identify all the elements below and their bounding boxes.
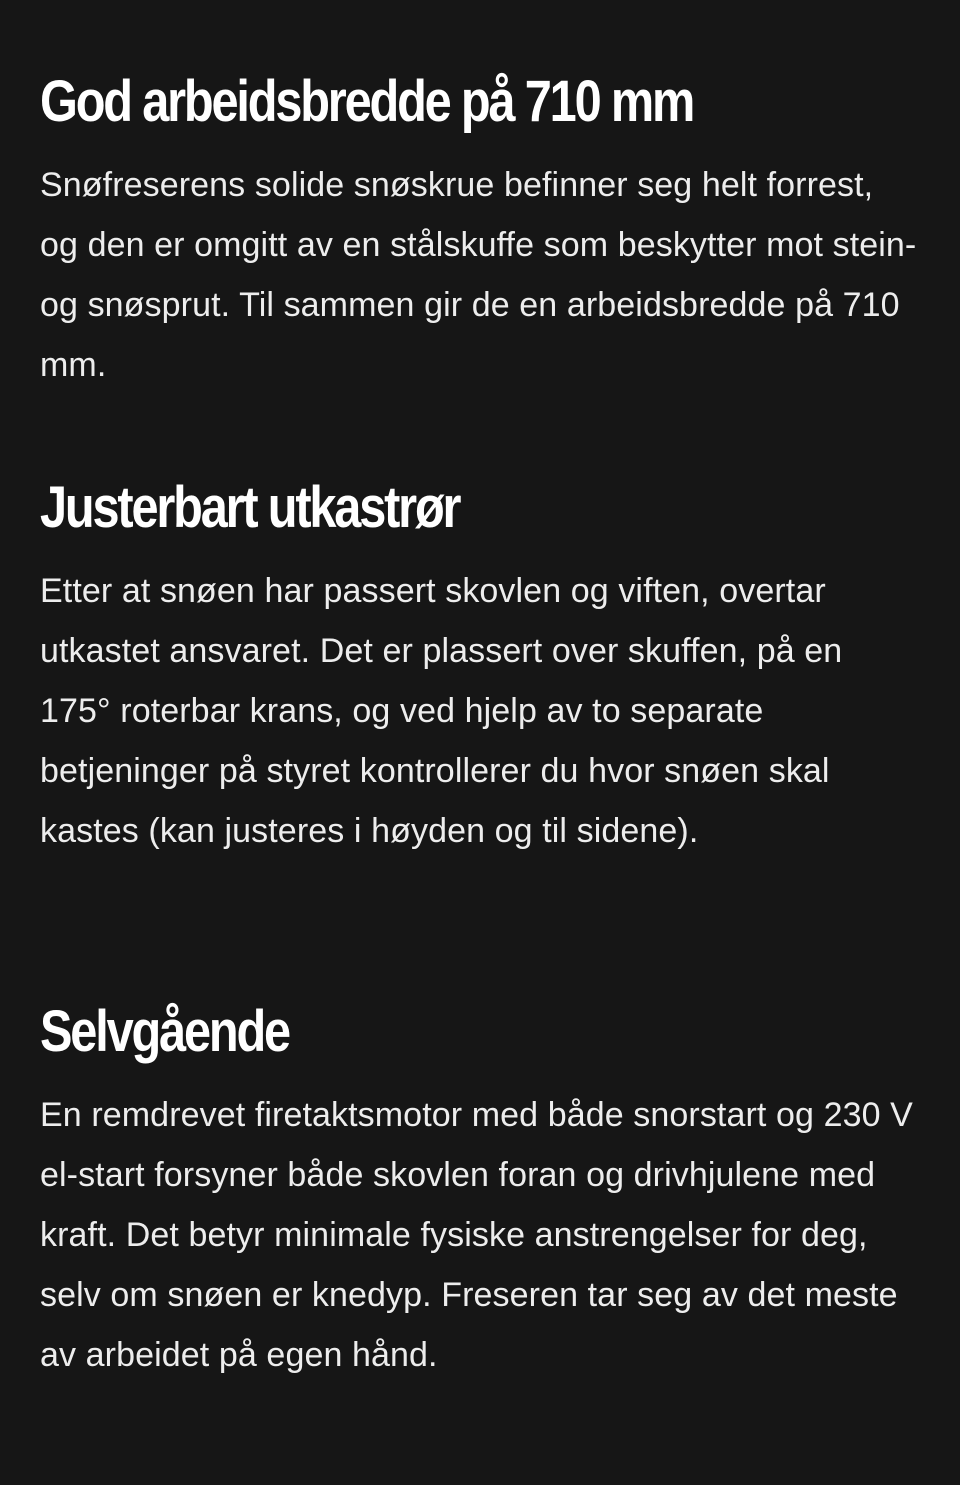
- section-self-propelled: [40, 999, 920, 1385]
- section-heading: Selvgående: [40, 999, 289, 1064]
- section-body: Snøfreserens solide snøskrue befinner seg helt forrest, og den er omgitt av en stålskuffe som beskytter mot stein- og snøsprut. Til sammen gir de en arbeidsbredde på 710 mm.: [40, 166, 917, 384]
- section-body: En remdrevet firetaktsmotor med både snorstart og 230 V el-start forsyner både skovlen foran og drivhjulene med kraft. Det betyr minimale fysiske anstrengelser for deg, selv om snøen er knedyp. Freseren tar seg av det meste av arbeidet på egen hånd.: [40, 1096, 913, 1374]
- section-working-width: [40, 69, 920, 395]
- section-body: Etter at snøen har passert skovlen og viften, overtar utkastet ansvaret. Det er plassert over skuffen, på en 175° roterbar krans, og ved hjelp av to separate betjeninger på styret kontrollerer du hvor snøen skal kastes (kan justeres i høyden og til sidene).: [40, 572, 843, 850]
- section-heading: Justerbart utkastrør: [40, 475, 460, 540]
- section-adjustable-chute: [40, 475, 920, 861]
- section-heading: God arbeidsbredde på 710 mm: [40, 69, 694, 134]
